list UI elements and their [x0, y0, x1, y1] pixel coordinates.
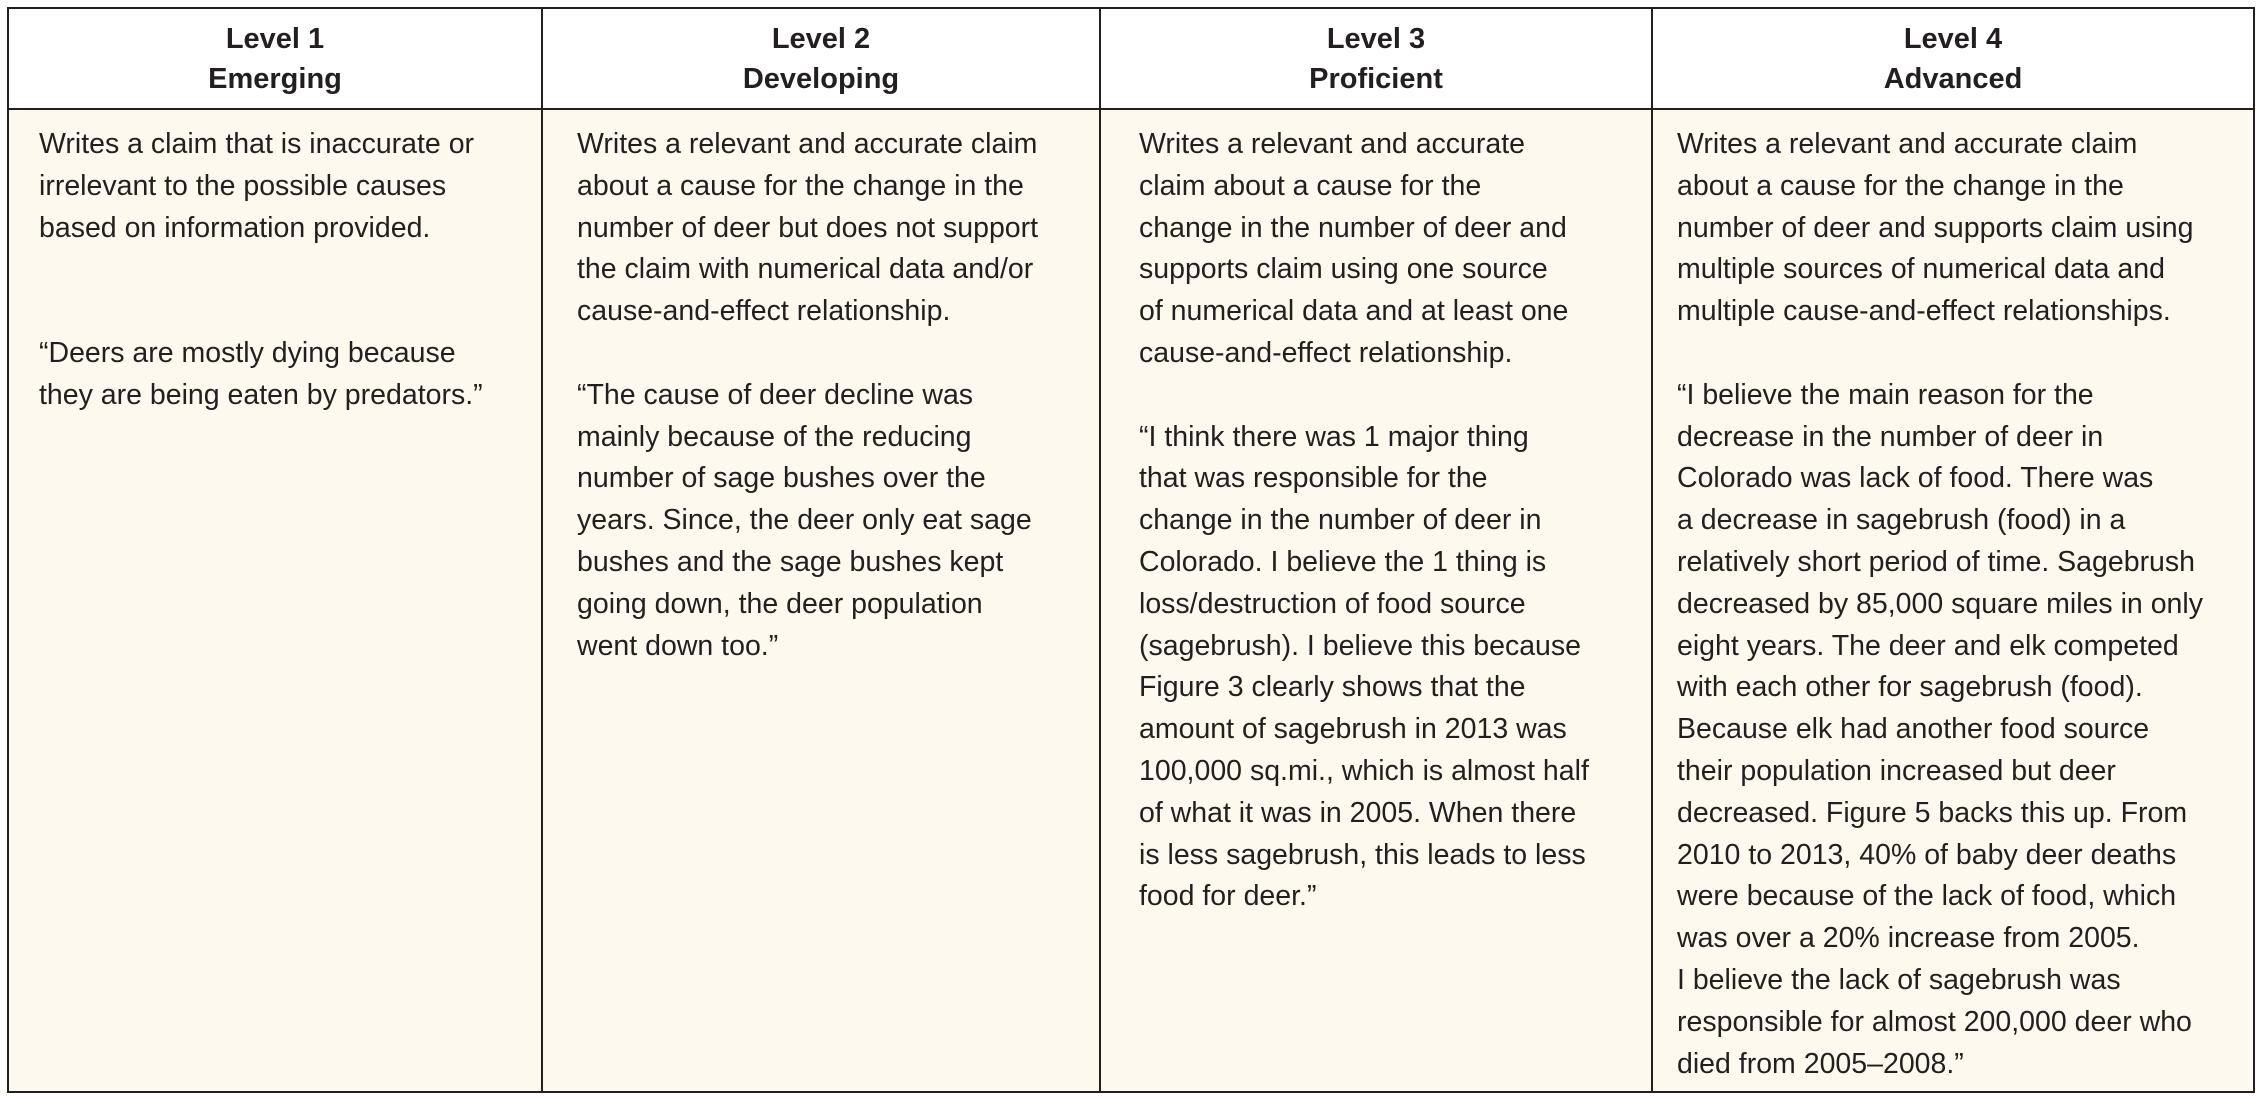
level-name: Advanced [1883, 62, 2023, 95]
student-example: “I think there was 1 major thing that was responsible for the change in the number of deer in Colorado. I believe the 1 thing is loss/destruction of food source (sagebrush). I believe this because Figure 3 clearly shows that the amount of sagebrush in 2013 was 100,000 sq.mi., which is almost half of what it was in 2005. When there is less sagebrush, this leads to less food for deer.” [1139, 420, 1589, 913]
cell-level-4 [1653, 110, 2253, 1091]
level-number: Level 2 [771, 22, 871, 55]
student-example: “Deers are mostly dying because they are being eaten by predators.” [39, 336, 483, 411]
header-level-4 [1653, 9, 2253, 108]
cell-level-2 [543, 110, 1101, 1091]
level-number: Level 1 [225, 22, 325, 55]
header-row [9, 9, 2253, 110]
level-name: Proficient [1309, 62, 1443, 95]
level-description: Writes a claim that is inaccurate or irrelevant to the possible causes based on information provided. [39, 128, 475, 244]
student-example: “The cause of deer decline was mainly because of the reducing number of sage bushes over the years. Since, the deer only eat sage bushes and the sage bushes kept going down, the deer population went down too.” [577, 378, 1032, 662]
student-example: “I believe the main reason for the decrease in the number of deer in Colorado was lack of food. There was a decrease in sagebrush (food) in a relatively short period of time. Sagebrush decreased by 85,000 square miles in only eight years. The deer and elk competed with each other for sagebrush (food). Because elk had another food source their population increased but deer decreased. Figure 5 backs this up. From 2010 to 2013, 40% of baby deer deaths were because of the lack of food, which was over a 20% increase from 2005. I believe the lack of sagebrush was responsible for almost 200,000 deer who died from 2005–2008.” [1677, 378, 2203, 1080]
level-name: Emerging [208, 62, 342, 95]
header-level-1 [9, 9, 543, 108]
body-row [9, 110, 2253, 1091]
level-number: Level 4 [1903, 22, 2003, 55]
rubric-table [7, 7, 2255, 1093]
level-description: Writes a relevant and accurate claim about a cause for the change in the number of deer and supports claim using multiple sources of numerical data and multiple cause-and-effect relationships. [1677, 128, 2194, 328]
cell-level-3 [1101, 110, 1653, 1091]
cell-level-1 [9, 110, 543, 1091]
level-description: Writes a relevant and accurate claim about a cause for the change in the number of deer but does not support the claim with numerical data and/or cause-and-effect relationship. [577, 128, 1039, 328]
level-name: Developing [742, 62, 900, 95]
header-level-2 [543, 9, 1101, 108]
level-description: Writes a relevant and accurate claim about a cause for the change in the number of deer and supports claim using one source of numerical data and at least one cause-and-effect relationship. [1139, 128, 1569, 369]
level-number: Level 3 [1326, 22, 1426, 55]
header-level-3 [1101, 9, 1653, 108]
